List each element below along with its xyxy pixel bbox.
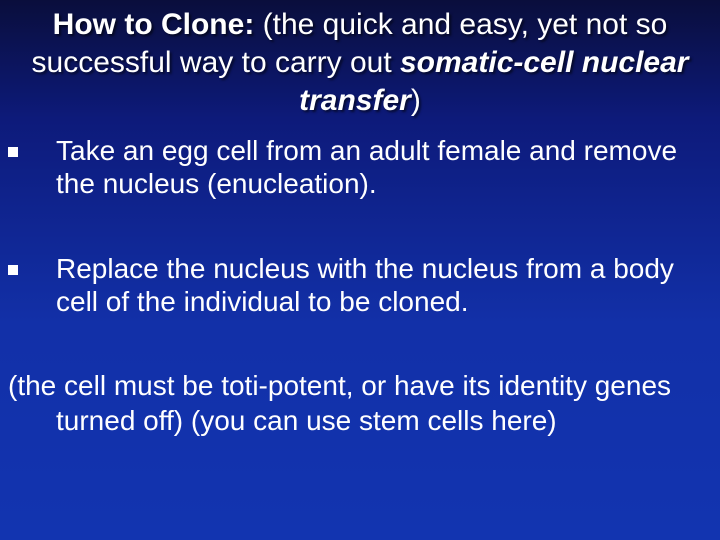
title-heading: How to Clone: [52, 8, 255, 41]
title-closing: ) [410, 84, 421, 117]
title-emphasis: somatic-cell nuclear transfer [299, 46, 689, 117]
square-bullet-icon [8, 147, 18, 157]
title-description: (the quick and easy, yet not so successful way to carry out [31, 8, 668, 79]
bullet-item-2 [8, 252, 708, 318]
slide-title [30, 6, 690, 120]
bullet-text: Replace the nucleus with the nucleus from a body cell of the individual to be cloned. [56, 253, 674, 317]
note-text: (the cell must be toti-potent, or have its identity genes turned off) (you can use stem cells here) [8, 370, 672, 436]
bullet-text: Take an egg cell from an adult female and remove the nucleus (enucleation). [56, 135, 678, 199]
bullet-item-1 [8, 134, 708, 200]
square-bullet-icon [8, 265, 18, 275]
